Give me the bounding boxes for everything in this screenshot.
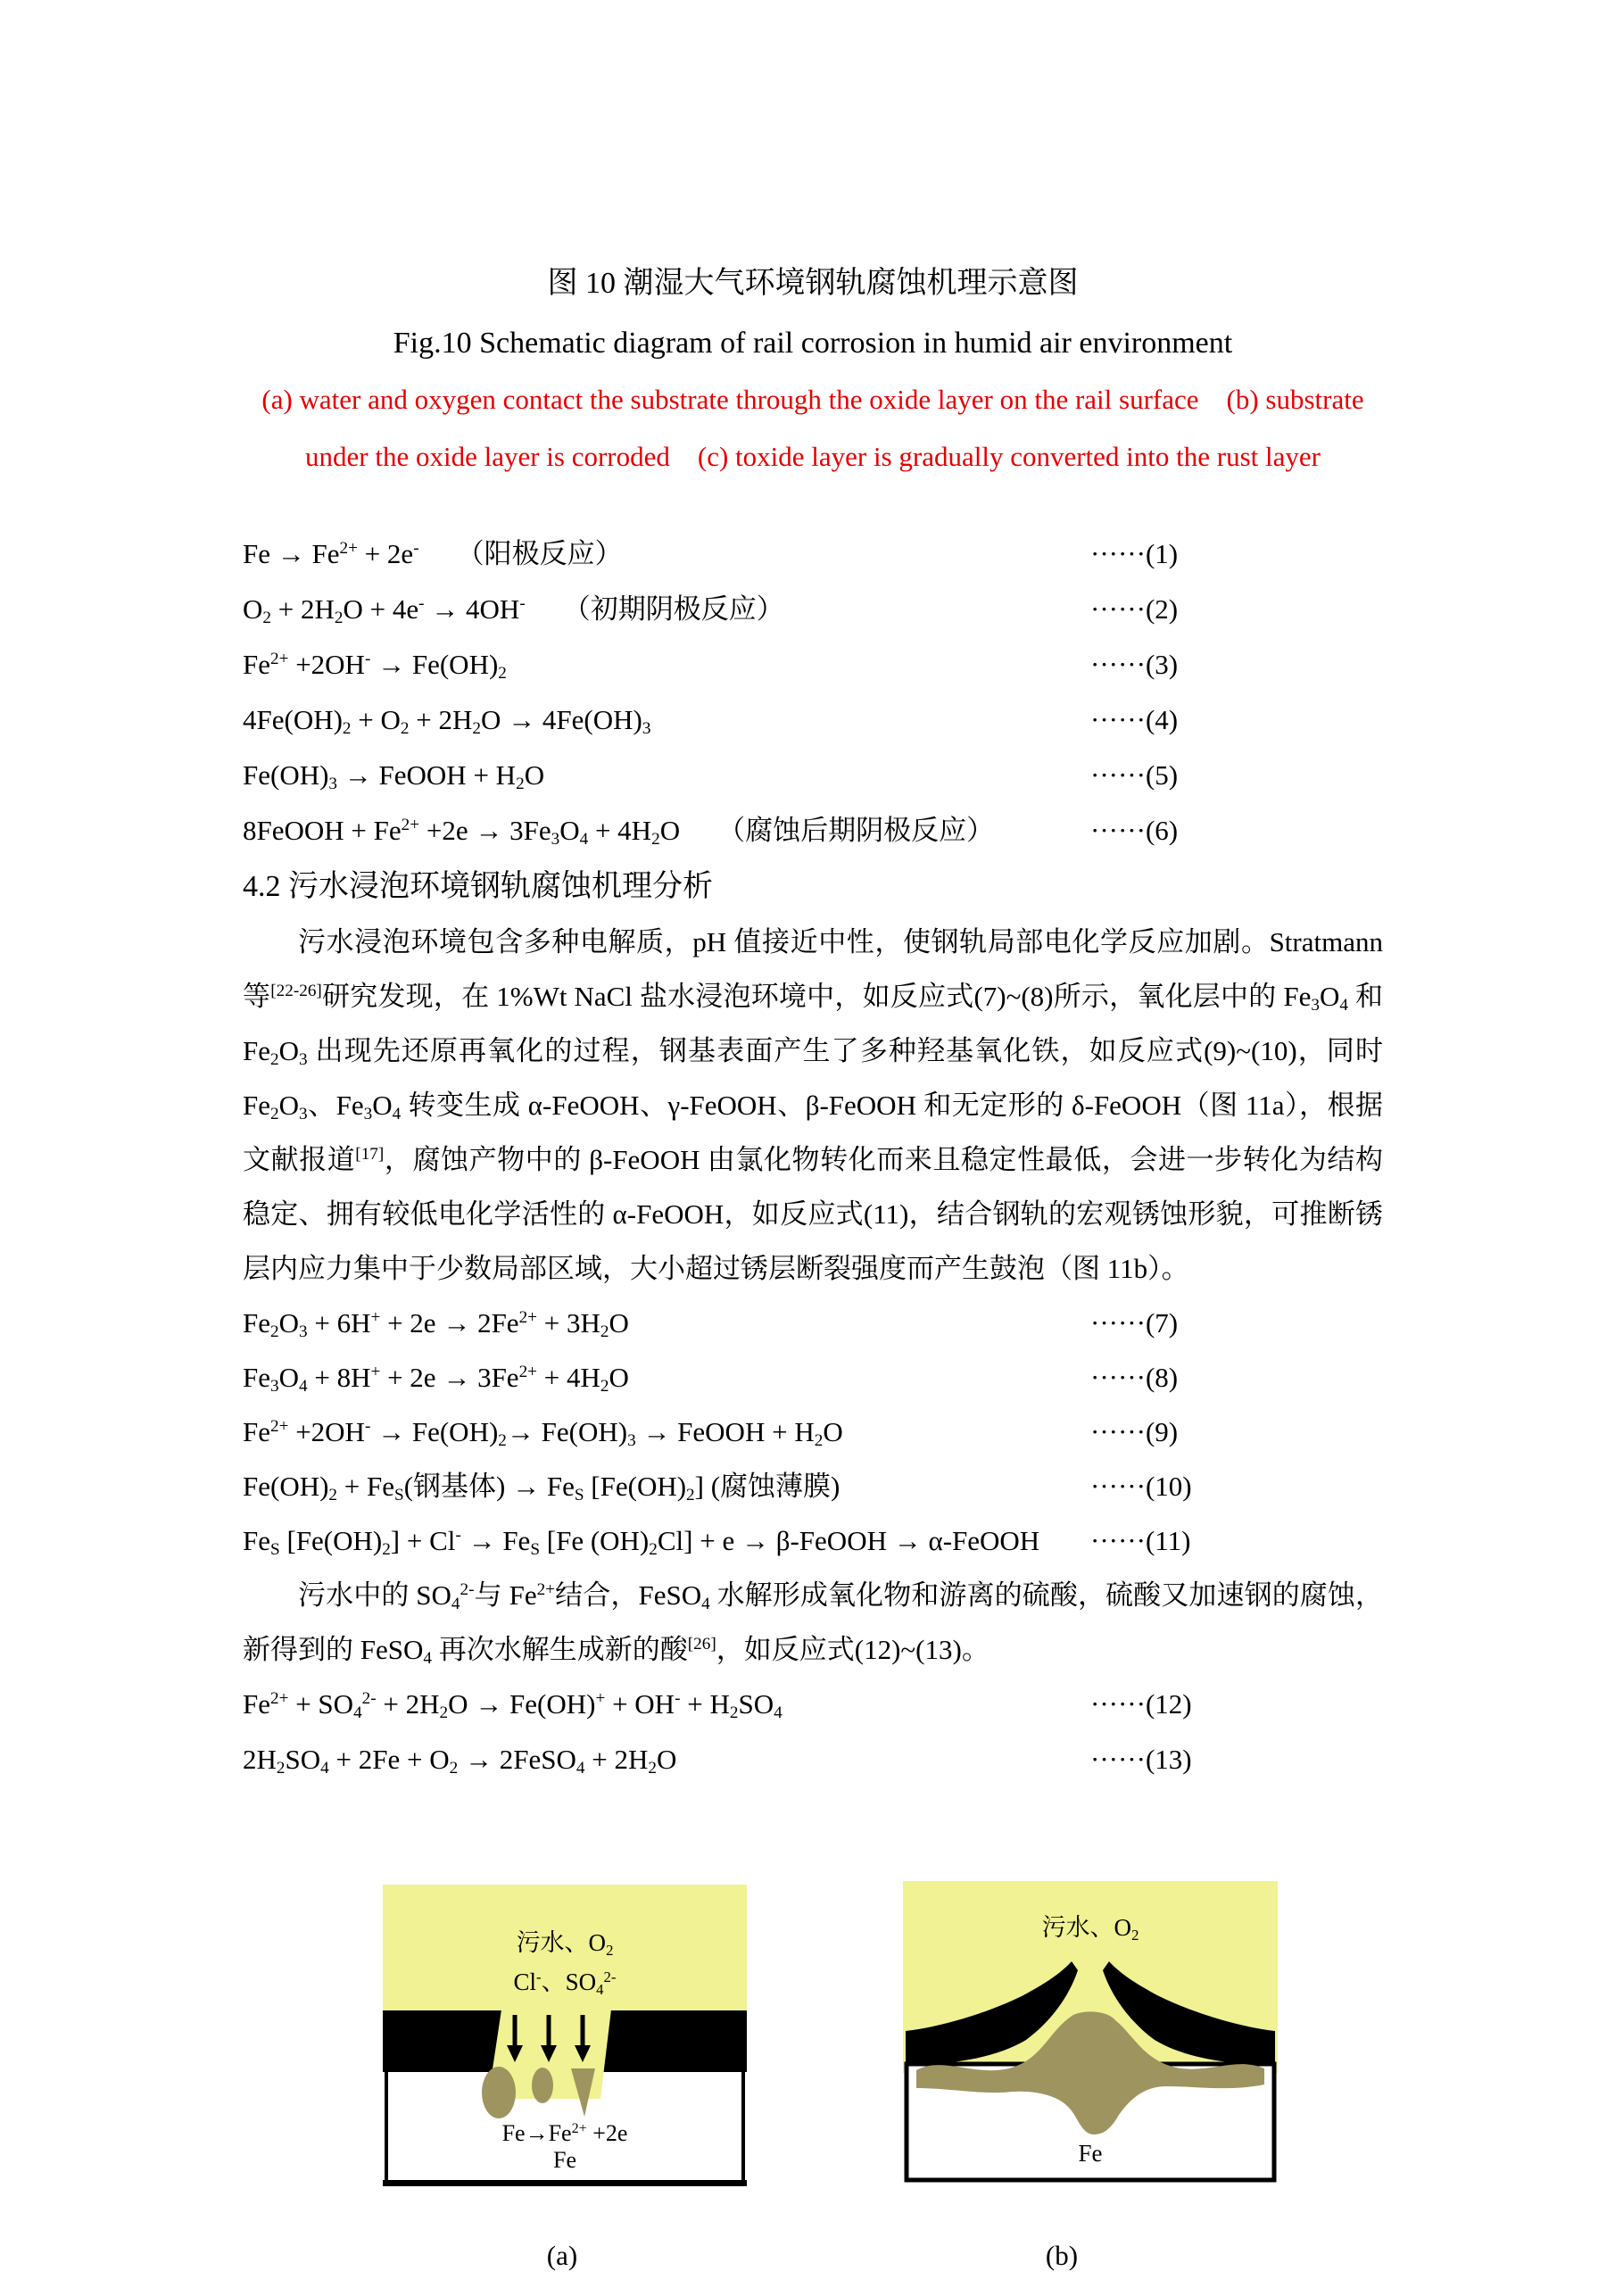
equation-formula: 8FeOOH + $Fe^{2+} +2e \to 3Fe_3O_4 + 4H_2O$ — [243, 815, 681, 850]
section-heading-4-2: 4.2 污水浸泡环境钢轨腐蚀机理分析 — [243, 870, 713, 903]
equation-row-11 — [243, 1513, 1383, 1568]
equation-formula: $O_2 + 2H_2O + 4e^- \to 4OH^-$ — [243, 593, 526, 628]
equation-number: ······(11) — [1090, 1525, 1191, 1556]
equation-formula: $2H_2SO_4 + 2Fe + O_2$ → 2FeSO$_4$ + $2H_2O$ — [243, 1744, 677, 1778]
content-column — [243, 264, 1383, 1787]
equation-number: ······(2) — [1090, 593, 1179, 625]
equation-number: ······(8) — [1090, 1362, 1179, 1393]
equation-row-5 — [243, 748, 1383, 803]
figure11b-diagram — [903, 1881, 1278, 2184]
equation-number: ······(10) — [1090, 1471, 1192, 1502]
label-anodic-reaction: $Fe\to Fe^{2+} +2e$ — [501, 2120, 628, 2146]
equation-formula: $Fe(OH)_2 + Fe_S$(钢基体) → $Fe_S$ $[Fe(OH)_2]$ (腐蚀薄膜) — [243, 1471, 840, 1505]
paragraph-1: 污水浸泡环境包含多种电解质，pH 值接近中性，使钢轨局部电化学反应加剧。Stratmann 等[22-26]研究发现，在 1%Wt NaCl 盐水浸泡环境中，如反应式(7)~(8)所示，氧化层中的 $Fe_3O_4$ 和 $Fe_2O_3$ 出现先还原再氧化的过程，钢基表面产生了多种羟基氧化铁，如反应式(9)~(10)，同时 $Fe_2O_3$、$Fe_3O_4$ 转变生成 α-FeOOH、γ-FeOOH、β-FeOOH 和无定形的 δ-FeOOH（图 11a），根据文献报道[17]，腐蚀产物中的 β-FeOOH 由氯化物转化而来且稳定性最低，会进一步转化为结构稳定、拥有较低电化学活性的 α-FeOOH，如反应式(11)，结合钢轨的宏观锈蚀形貌，可推断锈层内应力集中于少数局部区域，大小超过锈层断裂强度而产生鼓泡（图 11b）。 — [243, 926, 1383, 1284]
equation-row-7 — [243, 1296, 1383, 1350]
equation-formula: $Fe \to Fe^{2+} + 2e^-$ — [243, 538, 419, 569]
equation-row-9 — [243, 1405, 1383, 1459]
equation-row-6 — [243, 803, 1383, 858]
equation-number: ······(6) — [1090, 815, 1179, 846]
equation-formula: $Fe(OH)_3$ → FeOOH + $H_2O$ — [243, 759, 545, 794]
equation-row-12 — [243, 1677, 1383, 1732]
label-chloride-sulfate: Cl-、$SO_4^{2-}$ — [513, 1968, 617, 1998]
label-iron-substrate: Fe — [553, 2147, 576, 2173]
figure11a-diagram — [383, 1885, 747, 2188]
figure10-caption-zh: 图 10 潮湿大气环境钢轨腐蚀机理示意图 — [547, 267, 1079, 300]
paragraph-2: 污水中的 $SO_4^{2-}$与 $Fe^{2+}$结合，FeSO$_4$ 水解形成氧化物和游离的硫酸，硫酸又加速钢的腐蚀，新得到的 FeSO$_4$ 再次水解生成新的酸[26]，如反应式(12)~(13)。 — [243, 1579, 1384, 1669]
label-iron-substrate: Fe — [1078, 2140, 1103, 2167]
equation-formula: $4Fe(OH)_2 + O_2 + 2H_2O \to 4Fe(OH)_3$ — [243, 704, 651, 739]
equation-row-2 — [243, 582, 1383, 637]
figure11a-caption: (a) — [546, 2240, 578, 2271]
equation-row-1 — [243, 526, 1383, 582]
equation-number: ······(13) — [1090, 1744, 1192, 1775]
corrosion-pits — [482, 2067, 595, 2118]
equation-formula: $Fe_2O_3 + 6H^+ + 2e \to 2Fe^{2+} + 3H_2O$ — [243, 1307, 629, 1342]
equation-number: ······(9) — [1090, 1416, 1179, 1447]
figure10-subcaption: (a) water and oxygen contact the substrate through the oxide layer on the rail surface (b) substrate under the oxide layer is corroded (c) toxide layer is gradually converted into the rust layer — [261, 384, 1364, 472]
equation-formula: $Fe_S$ $[Fe(OH)_2] + Cl^- \to Fe_S$ [Fe $(OH)_2Cl] + e$ → β-FeOOH → α-FeOOH — [243, 1525, 1040, 1560]
equation-number: ······(12) — [1090, 1688, 1192, 1720]
equation-number: ······(3) — [1090, 649, 1179, 680]
figure10-caption-en: Fig.10 Schematic diagram of rail corrosion in humid air environment — [393, 327, 1233, 360]
equations-group-immersion — [243, 1296, 1383, 1568]
equations-group-sulfate — [243, 1677, 1383, 1787]
figure11b-caption: (b) — [1045, 2240, 1079, 2271]
equation-note: （阳极反应） — [456, 538, 623, 569]
label-sewage-oxygen: 污水、$O_2$ — [516, 1929, 614, 1959]
equation-number: ······(5) — [1090, 759, 1179, 791]
label-sewage-oxygen: 污水、$O_2$ — [1041, 1914, 1139, 1944]
equations-group-atmospheric — [243, 526, 1383, 858]
equation-row-13 — [243, 1732, 1383, 1787]
equation-note: （初期阴极反应） — [562, 593, 784, 625]
equation-number: ······(7) — [1090, 1307, 1179, 1339]
equation-formula: $Fe_3O_4 + 8H^+ + 2e \to 3Fe^{2+} + 4H_2O$ — [243, 1362, 629, 1397]
equation-note: （腐蚀后期阴极反应） — [717, 815, 995, 846]
equation-row-3 — [243, 637, 1383, 692]
equation-formula: $Fe^{2+} +2OH^- \to Fe(OH)_2$ — [243, 649, 507, 684]
equation-row-4 — [243, 692, 1383, 748]
equation-formula: $Fe^{2+} + SO_4^{2-} + 2H_2O \to Fe(OH)^+ + OH^- + H_2SO_4$ — [243, 1688, 783, 1723]
equation-number: ······(4) — [1090, 704, 1179, 735]
equation-formula: $Fe^{2+} +2OH^- \to Fe(OH)_2\to Fe(OH)_3$ → FeOOH + $H_2O$ — [243, 1416, 843, 1451]
equation-row-10 — [243, 1459, 1383, 1513]
equation-row-8 — [243, 1350, 1383, 1405]
equation-number: ······(1) — [1090, 538, 1179, 569]
